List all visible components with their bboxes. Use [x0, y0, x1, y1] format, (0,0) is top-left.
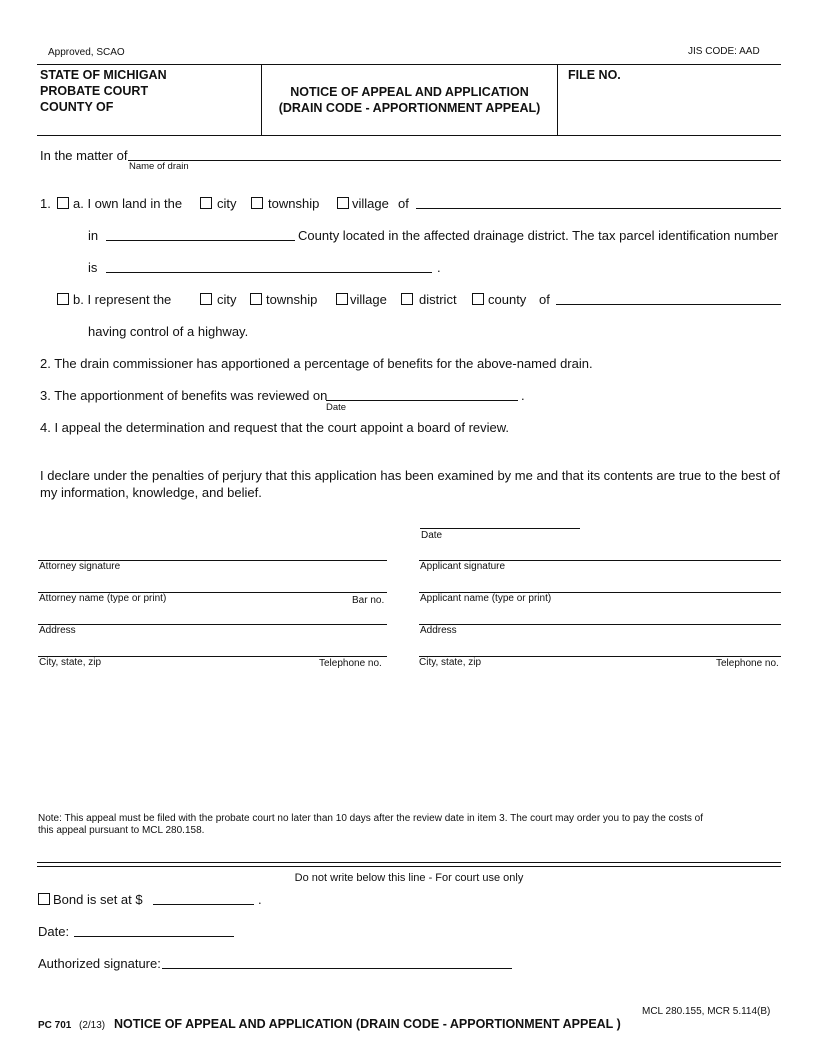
approved-label: Approved, SCAO [48, 47, 125, 58]
applicant-city-label: City, state, zip [419, 657, 482, 668]
item1-number: 1. [40, 196, 51, 211]
bond-label: Bond is set at $ [53, 892, 143, 907]
attorney-signature-label: Attorney signature [39, 561, 121, 572]
checkbox-1a-city[interactable] [200, 197, 212, 209]
item1b-label: b. I represent the [73, 292, 172, 307]
of-b-label: of [539, 292, 550, 307]
municipality-field-1a[interactable] [416, 208, 781, 209]
attorney-city-label: City, state, zip [39, 657, 102, 668]
sign-date-field[interactable] [420, 528, 580, 529]
bond-amount-field[interactable] [153, 904, 254, 905]
form-title-line2: (DRAIN CODE - APPORTIONMENT APPEAL) [278, 101, 541, 115]
header-divider-2 [557, 64, 558, 136]
sign-date-label: Date [421, 530, 443, 541]
in-label: in [88, 228, 99, 243]
checkbox-1a[interactable] [57, 197, 69, 209]
option-city: city [217, 196, 237, 211]
note-line2: this appeal pursuant to MCL 280.158. [38, 825, 205, 836]
footer-title: NOTICE OF APPEAL AND APPLICATION (DRAIN CODE - APPORTIONMENT APPEAL ) [114, 1017, 621, 1031]
court-use-rule-top [37, 862, 781, 863]
header-divider-1 [261, 64, 262, 136]
authorized-signature-field[interactable] [162, 968, 512, 969]
item3-period: . [521, 388, 525, 403]
option-b-city: city [217, 292, 237, 307]
of-label: of [398, 196, 409, 211]
county-field[interactable] [106, 240, 295, 241]
file-no-label: FILE NO. [568, 68, 621, 82]
note-line1: Note: This appeal must be filed with the probate court no later than 10 days after the review date in item 3. The court may order you to pay the costs of [38, 813, 703, 824]
tax-parcel-period: . [437, 260, 441, 275]
checkbox-1b-city[interactable] [200, 293, 212, 305]
drain-name-field[interactable] [128, 160, 781, 161]
form-id: PC 701 [38, 1020, 72, 1031]
applicant-telephone-label: Telephone no. [716, 658, 779, 669]
option-b-village: village [350, 292, 387, 307]
attorney-telephone-label: Telephone no. [319, 658, 382, 669]
court-state: STATE OF MICHIGAN [40, 68, 167, 82]
is-label: is [88, 260, 98, 275]
jis-code: JIS CODE: AAD [688, 46, 760, 57]
applicant-name-label: Applicant name (type or print) [420, 593, 552, 604]
checkbox-1b-village[interactable] [336, 293, 348, 305]
attorney-name-label: Attorney name (type or print) [39, 593, 167, 604]
court-date-field[interactable] [74, 936, 234, 937]
attorney-address-field[interactable] [38, 624, 387, 625]
attorney-address-label: Address [39, 625, 76, 636]
form-revision: (2/13) [79, 1020, 106, 1031]
applicant-signature-label: Applicant signature [420, 561, 506, 572]
court-date-label: Date: [38, 924, 70, 939]
option-b-county: county [488, 292, 527, 307]
checkbox-1a-township[interactable] [251, 197, 263, 209]
item4-text: 4. I appeal the determination and request that the court appoint a board of review. [40, 420, 510, 435]
authorized-signature-label: Authorized signature: [38, 956, 161, 971]
checkbox-bond[interactable] [38, 893, 50, 905]
drain-name-sublabel: Name of drain [129, 161, 189, 172]
checkbox-1b[interactable] [57, 293, 69, 305]
court-county: COUNTY OF [40, 100, 114, 114]
option-township: township [268, 196, 320, 211]
item3-text: 3. The apportionment of benefits was reviewed on [40, 388, 328, 403]
checkbox-1b-district[interactable] [401, 293, 413, 305]
checkbox-1a-village[interactable] [337, 197, 349, 209]
option-b-township: township [266, 292, 318, 307]
court-use-rule-bottom [37, 866, 781, 867]
court-name: PROBATE COURT [40, 84, 149, 98]
mcl-reference: MCL 280.155, MCR 5.114(B) [642, 1006, 771, 1017]
option-village: village [352, 196, 389, 211]
declaration-line2: my information, knowledge, and belief. [40, 485, 262, 500]
highway-text: having control of a highway. [88, 324, 249, 339]
matter-label: In the matter of [40, 148, 128, 163]
applicant-address-label: Address [420, 625, 457, 636]
declaration-line1: I declare under the penalties of perjury that this application has been examined by me and that its contents are true to the best of [40, 468, 781, 483]
tax-parcel-field[interactable] [106, 272, 432, 273]
checkbox-1b-township[interactable] [250, 293, 262, 305]
municipality-field-1b[interactable] [556, 304, 781, 305]
review-date-field[interactable] [326, 400, 518, 401]
option-b-district: district [419, 292, 457, 307]
form-title-line1: NOTICE OF APPEAL AND APPLICATION [290, 85, 529, 99]
court-use-header: Do not write below this line - For court use only [294, 872, 524, 884]
applicant-address-field[interactable] [419, 624, 781, 625]
checkbox-1b-county[interactable] [472, 293, 484, 305]
item1a-label: a. I own land in the [73, 196, 183, 211]
item2-text: 2. The drain commissioner has apportioned a percentage of benefits for the above-named drain. [40, 356, 593, 371]
county-text: County located in the affected drainage district. The tax parcel identification number [298, 228, 779, 243]
bar-no-label: Bar no. [352, 595, 385, 606]
bond-period: . [258, 892, 262, 907]
review-date-label: Date [326, 402, 347, 413]
